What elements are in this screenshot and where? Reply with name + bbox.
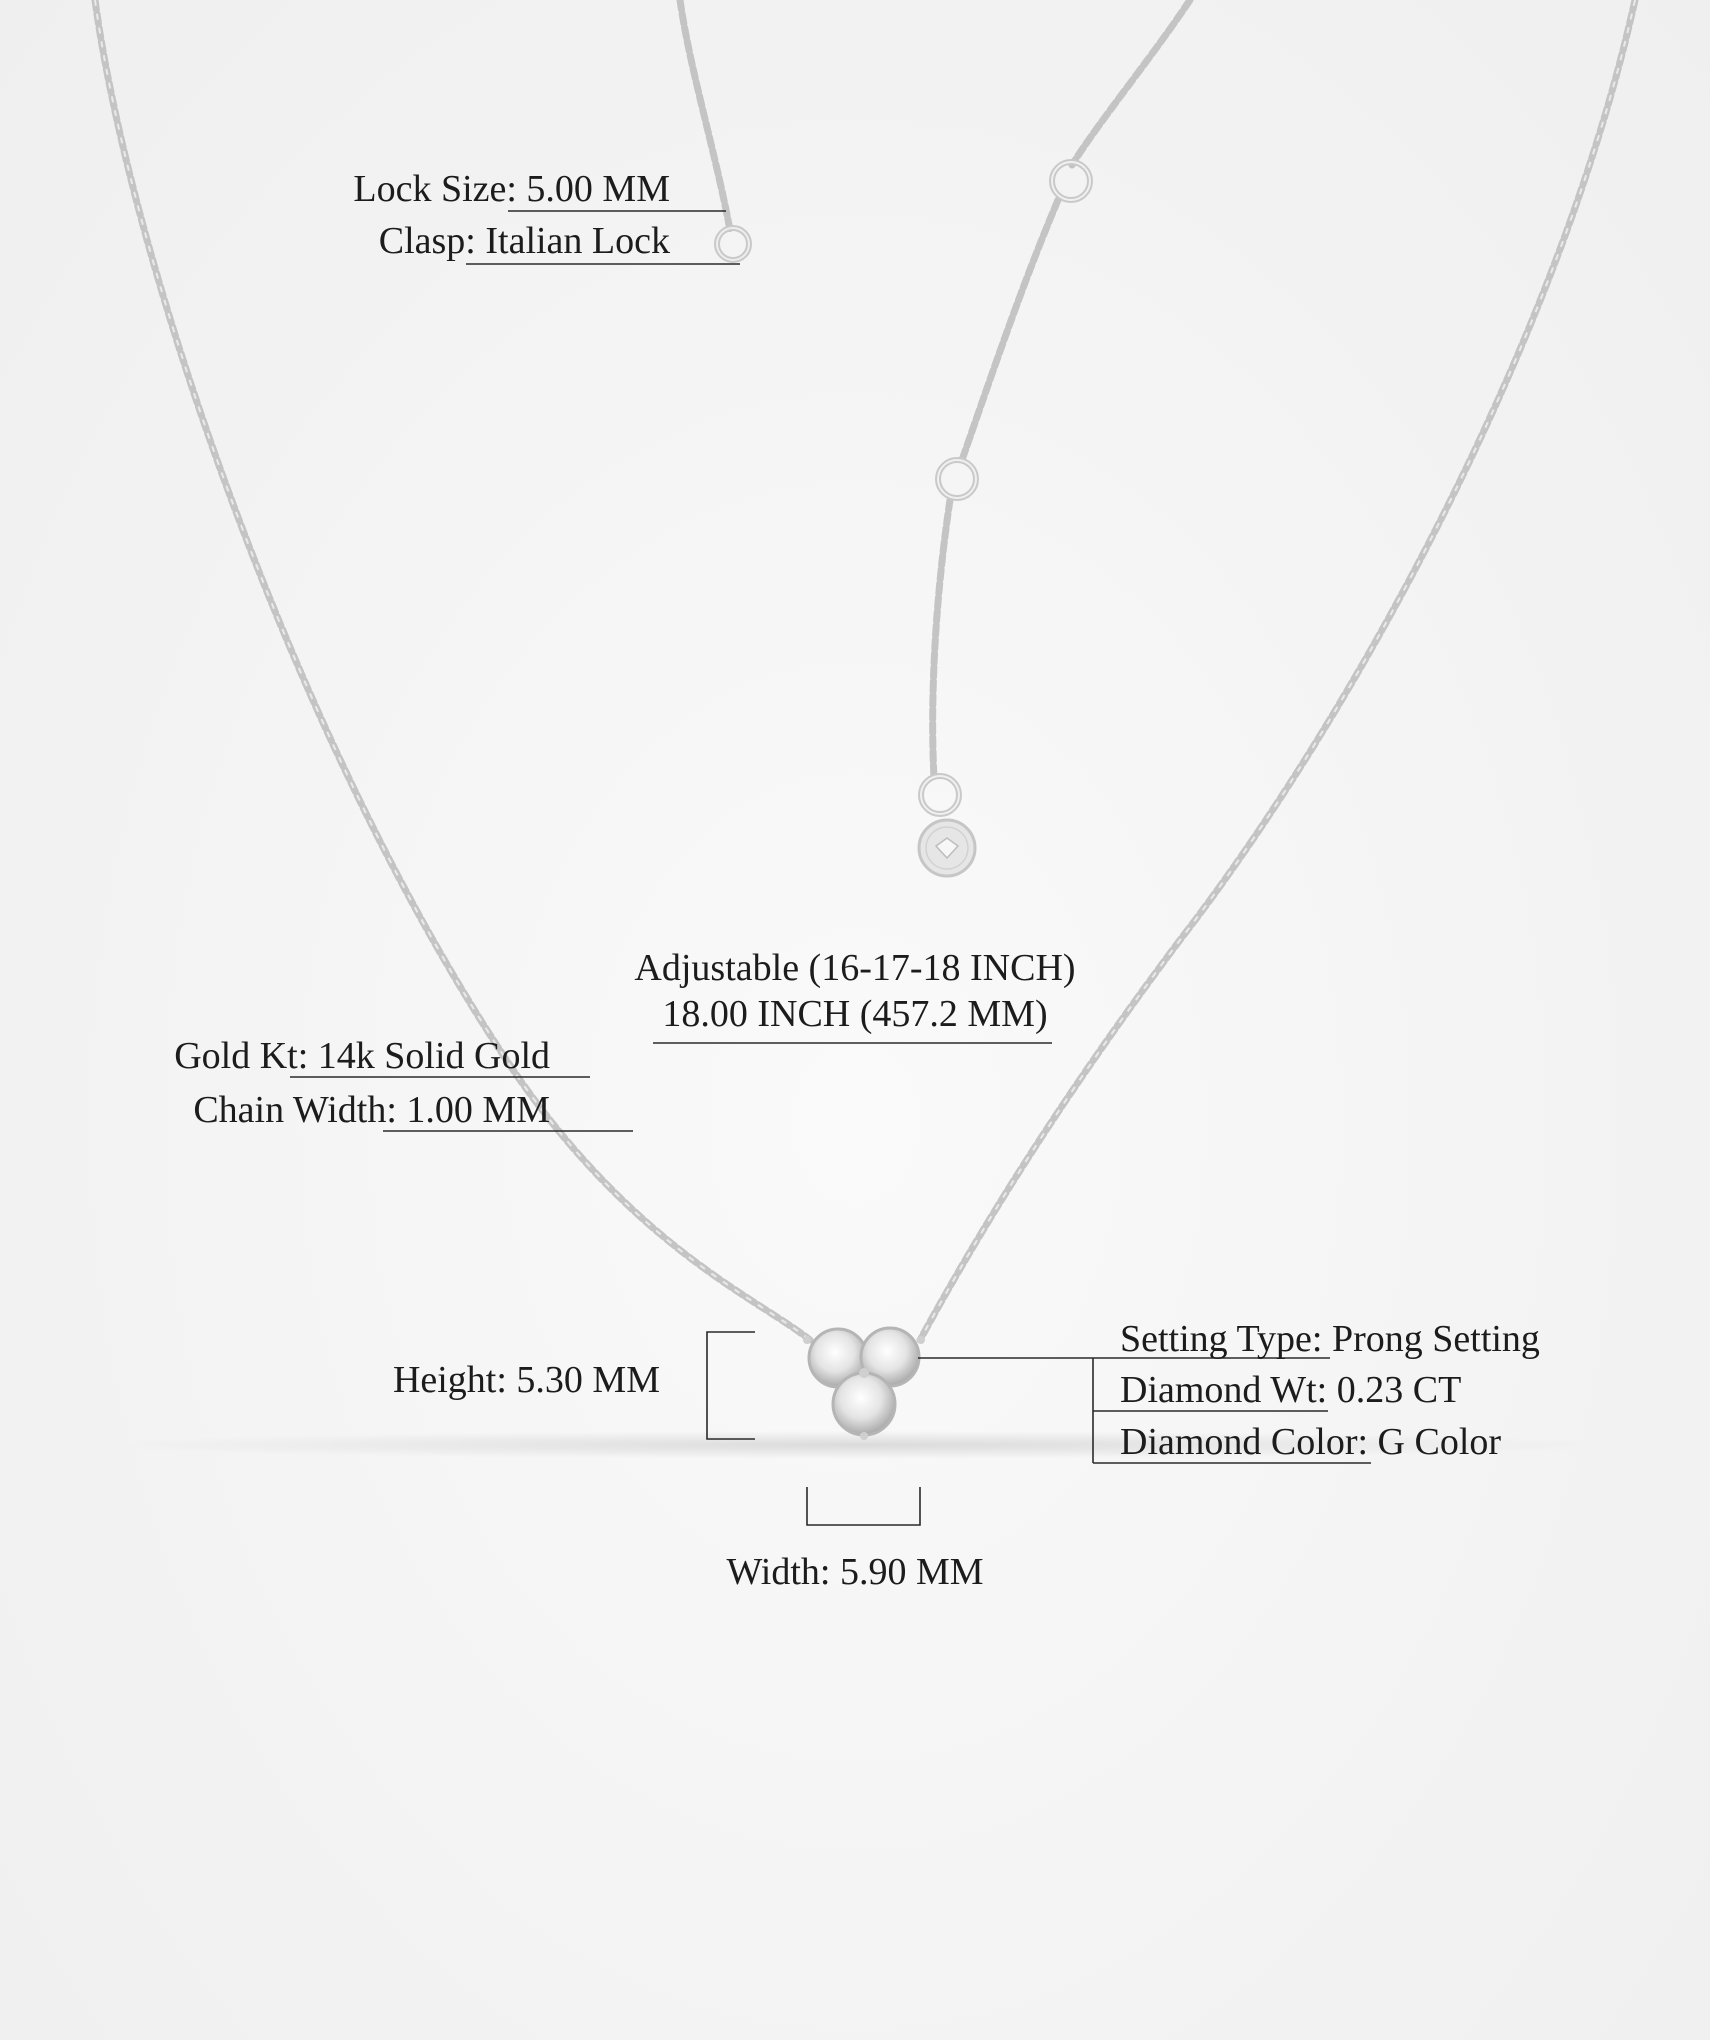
width-spec bbox=[640, 1553, 1070, 1591]
three-stone-diamond-pendant bbox=[803, 1328, 925, 1440]
lock-size-label: Lock Size: bbox=[353, 168, 517, 210]
length-total-text: 18.00 INCH (457.2 MM) bbox=[662, 993, 1048, 1035]
diamond-color-spec bbox=[1120, 1423, 1501, 1461]
clasp-spec bbox=[290, 222, 670, 260]
lobster-clasp-icon bbox=[717, 228, 749, 260]
diamond-wt-value: 0.23 CT bbox=[1336, 1369, 1462, 1411]
gold-kt-spec bbox=[100, 1037, 550, 1075]
clasp-label: Clasp: bbox=[378, 220, 476, 262]
setting-type-spec bbox=[1120, 1320, 1540, 1358]
diamond-wt-label: Diamond Wt: bbox=[1120, 1369, 1328, 1411]
gold-kt-label: Gold Kt: bbox=[174, 1035, 309, 1077]
diamond-color-label: Diamond Color: bbox=[1120, 1421, 1369, 1463]
chain-width-value: 1.00 MM bbox=[406, 1089, 550, 1131]
setting-type-value: Prong Setting bbox=[1331, 1318, 1540, 1360]
chain-width-spec bbox=[100, 1091, 550, 1129]
height-spec bbox=[300, 1361, 660, 1399]
chain-width-label: Chain Width: bbox=[193, 1089, 397, 1131]
diamond-color-value: G Color bbox=[1377, 1421, 1502, 1463]
length-adjustable-text: Adjustable (16-17-18 INCH) bbox=[634, 947, 1076, 989]
brand-tag-icon bbox=[919, 820, 975, 876]
width-value: 5.90 MM bbox=[839, 1551, 984, 1593]
lock-size-spec bbox=[290, 170, 670, 208]
diamond-wt-spec bbox=[1120, 1371, 1461, 1409]
setting-type-label: Setting Type: bbox=[1120, 1318, 1323, 1360]
clasp-value: Italian Lock bbox=[485, 220, 670, 262]
chain-right bbox=[920, 0, 1635, 1340]
chain-clasp-strand bbox=[680, 0, 730, 230]
width-label: Width: bbox=[726, 1551, 831, 1593]
extender-rings bbox=[921, 162, 1090, 814]
gold-kt-value: 14k Solid Gold bbox=[317, 1035, 550, 1077]
chain-extender bbox=[1072, 0, 1190, 165]
lock-size-value: 5.00 MM bbox=[526, 168, 670, 210]
height-label: Height: bbox=[392, 1359, 507, 1401]
height-value: 5.30 MM bbox=[516, 1359, 660, 1401]
